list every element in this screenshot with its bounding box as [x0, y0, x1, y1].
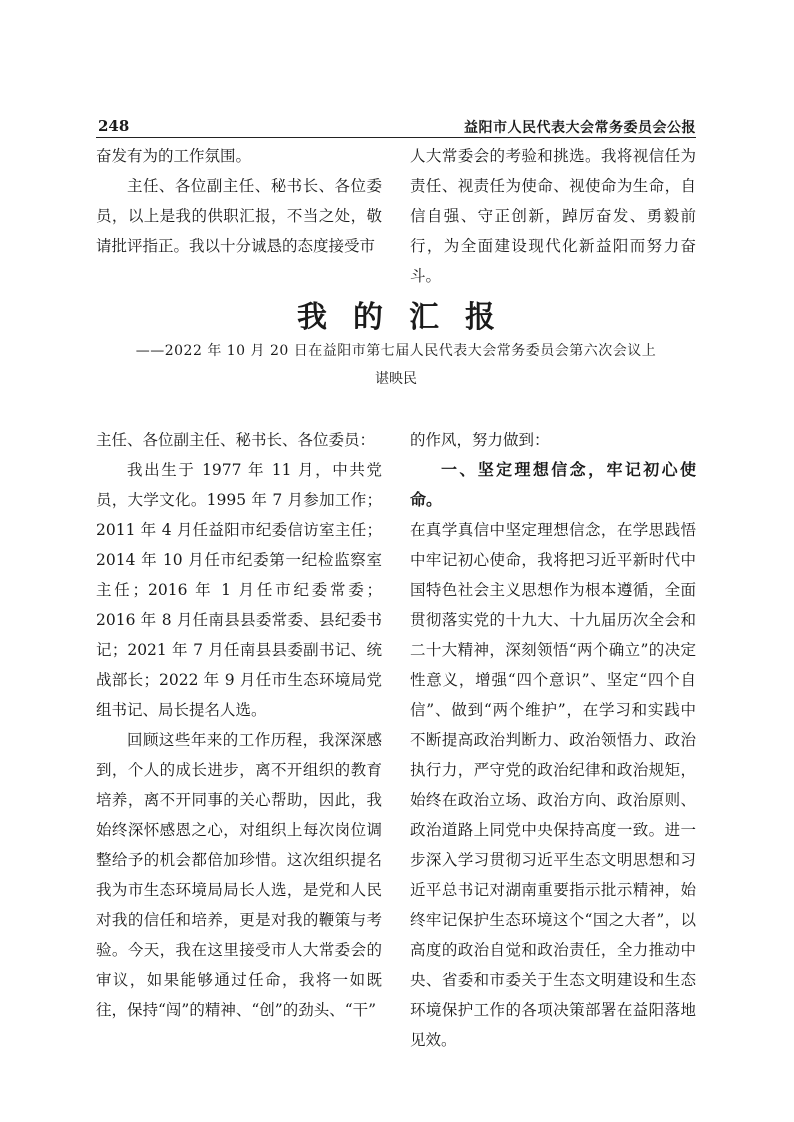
continued-text-right-column: [410, 141, 696, 291]
paragraph: 回顾这些年来的工作历程，我深深感到，个人的成长进步，离不开组织的教育培养，离不开同事的关心帮助，因此，我始终深怀感恩之心，对组织上每次岗位调整给予的机会都倍加珍惜。这次组织提名我为市生态环境局局长人选，是党和人民对我的信任和培养，更是对我的鞭策与考验。今天，我在这里接受市人大常委会的审议，如果能够通过任命，我将一如既往，保持“闯”的精神、“创”的劲头、“干”: [96, 731, 382, 1019]
article-author: 谌映民: [375, 371, 417, 387]
paragraph: 奋发有为的工作氛围。: [96, 147, 252, 165]
paragraph: 主任、各位副主任、秘书长、各位委员，以上是我的供职汇报，不当之处，敬请批评指正。我以十分诚恳的态度接受市: [96, 177, 382, 255]
header-rule: [96, 137, 696, 138]
paragraph: 我出生于 1977 年 11 月，中共党员，大学文化。1995 年 7 月参加工作；2011 年 4 月任益阳市纪委信访室主任；2014 年 10 月任市纪委第一纪检监察室主任；2016 年 1 月任市纪委常委；2016 年 8 月任南县县委常委、县纪委书记；2021 年 7 月任南县县委副书记、统战部长；2022 年 9 月任市生态环境局党组书记、局长提名人选。: [96, 461, 382, 719]
page-number: 248: [98, 117, 130, 135]
journal-title: 益阳市人民代表大会常务委员会公报: [464, 120, 696, 136]
article-body-left-column: [96, 425, 382, 1025]
paragraph: 的作风，努力做到：: [410, 431, 550, 449]
article-body-right-column: [410, 425, 696, 1055]
paragraph: 在真学真信中坚定理想信念，在学思践悟中牢记初心使命，我将把习近平新时代中国特色社会主义思想作为根本遵循，全面贯彻落实党的十九大、十九届历次全会和二十大精神，深刻领悟“两个确立”的决定性意义，增强“四个意识”、坚定“四个自信”、做到“两个维护”，在学习和实践中不断提高政治判断力、政治领悟力、政治执行力，严守党的政治纪律和政治规矩，始终在政治立场、政治方向、政治原则、政治道路上同党中央保持高度一致。进一步深入学习贯彻习近平生态文明思想和习近平总书记对湖南重要指示批示精神，始终牢记保护生态环境这个“国之大者”，以高度的政治自觉和政治责任，全力推动中央、省委和市委关于生态文明建设和生态环境保护工作的各项决策部署在益阳落地见效。: [410, 521, 696, 1049]
continued-text-left-column: [96, 141, 382, 261]
paragraph: 人大常委会的考验和挑选。我将视信任为责任、视责任为使命、视使命为生命，自信自强、守正创新，踔厉奋发、勇毅前行，为全面建设现代化新益阳而努力奋斗。: [410, 147, 696, 285]
running-header: [96, 115, 696, 137]
article-subtitle: ——2022 年 10 月 20 日在益阳市第七届人民代表大会常务委员会第六次会议上: [135, 343, 657, 359]
salutation: 主任、各位副主任、秘书长、各位委员：: [96, 431, 376, 449]
section-heading-text: 一、坚定理想信念，牢记初心使命。: [410, 460, 696, 509]
article-title: 我的汇报: [297, 300, 521, 335]
section-heading: [410, 455, 696, 515]
